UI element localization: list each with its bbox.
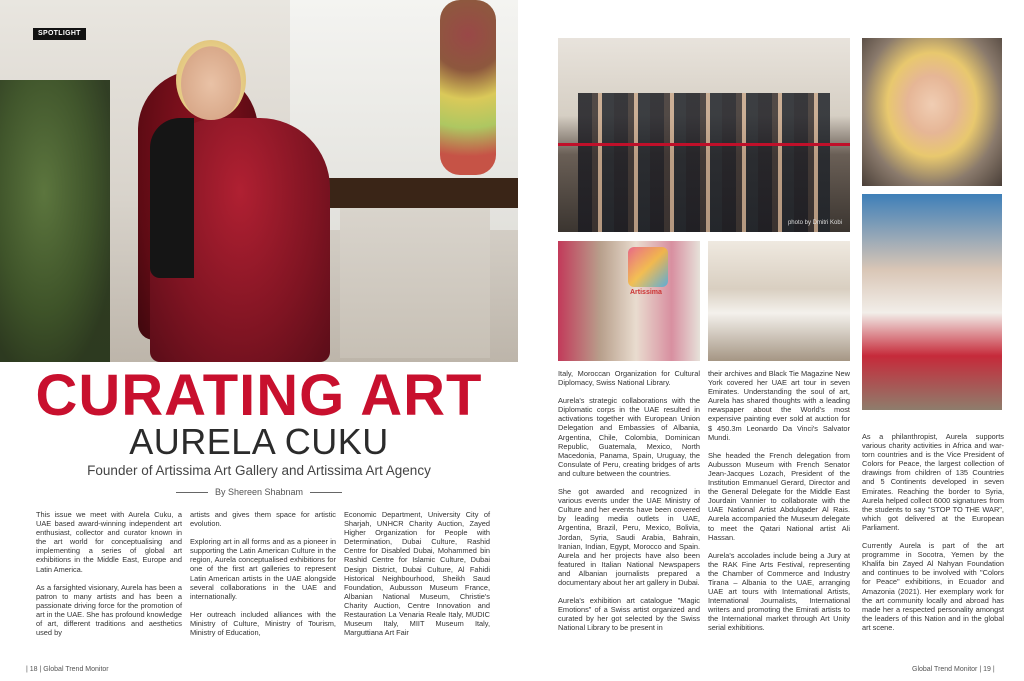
photo-table	[320, 178, 518, 208]
byline-rule-left	[176, 492, 208, 493]
paragraph: Currently Aurela is part of the art programme in Socotra, Yemen by the Khalifa bin Zayed Al Nahyan Foundation and continues to be involved with "Colors for Peace" exhibitions, in Ecuador and Amazonia (2021). Her exemplary work for the art community locally and abroad has made her a respected personality amongst the leaders of this Nation and in the global art scene.	[862, 541, 1004, 632]
artissima-logo-text: Artissima	[630, 289, 662, 296]
byline	[0, 487, 518, 497]
byline-text: By Shereen Shabnam	[214, 487, 304, 497]
paragraph: Aurela's accolades include being a Jury at the RAK Fine Arts Festival, representing the Chamber of Commerce and Industry Tirana – Albania to the UAE, arranging UAE art tours with International Artists, International Journalists, International writers and promoting the Emirati artists to the International market through Art Unity serial exhibitions.	[708, 550, 850, 633]
paragraph: She got awarded and recognized in various events under the UAE Ministry of Culture and her events have been covered by leading media outlets in UAE, Argentina, Brazil, Peru, Mexico, Bolivia, Jordan, Syria, Saudi Arabia, Bahrain, Iranian, Indian, Egypt, Morocco and Spain. Aurela and her projects have also been featured in Italian National Newspapers and Albanian journalists prepared a documentary about her art gallery in Dubai.	[558, 487, 700, 587]
paragraph: She headed the French delegation from Aubusson Museum with French Senator Jean-Jacques Lozach, President of the Institution Emmanuel Gerard, Director and the General Delegate for the Middle East Jourdain Vannier to collaborate with the UAE National Artist Abdulqader Al Rais. Aurela accompanied the Museum delegate to meet the Qatari National artist Ali Hassan.	[708, 450, 850, 542]
byline-rule-right	[310, 492, 342, 493]
folio-left	[26, 666, 109, 673]
hero-portrait-photo	[0, 0, 518, 362]
text-column-right-1	[558, 369, 700, 641]
gallery-guests-photo	[558, 241, 700, 361]
text-column-right-3	[862, 432, 1004, 641]
folio-right	[912, 666, 995, 673]
magazine-name-right: Global Trend Monitor	[912, 666, 978, 673]
section-label: SPOTLIGHT	[33, 28, 86, 40]
photo-plant	[0, 80, 110, 362]
photo-subject-head	[176, 40, 246, 120]
ribbon-cutting-photo	[558, 38, 850, 232]
children-event-photo	[862, 194, 1002, 410]
artissima-logo-icon	[628, 247, 668, 287]
paragraph: their archives and Black Tie Magazine New York covered her UAE art tour in seven Emirates. Understanding the soul of art, Aurela has shared thoughts with a leading newspaper about the World's most expensive painting ever sold at auction for $ 450.3m Leonardo Da Vinci's Salvator Mundi.	[708, 369, 850, 442]
photo-table-base	[340, 208, 490, 358]
article-subtitle: Founder of Artissima Art Gallery and Artissima Art Agency	[87, 463, 431, 478]
paragraph: Italy, Moroccan Organization for Cultural Diplomacy, Swiss National Library.	[558, 369, 700, 388]
paragraph: Her outreach included alliances with the Ministry of Culture, Ministry of Tourism, Ministry of Education,	[190, 609, 336, 638]
delegation-photo	[708, 241, 850, 361]
portrait-closeup-photo	[862, 38, 1002, 186]
paragraph: artists and gives them space for artistic evolution.	[190, 510, 336, 529]
page-number-left: | 18 |	[26, 666, 42, 673]
article-subject-name: AURELA CUKU	[129, 421, 389, 462]
text-column-right-2	[708, 369, 850, 642]
text-column-left-1	[36, 510, 182, 646]
paragraph: As a philanthropist, Aurela supports various charity activities in Africa and war-torn countries and is the Vice President of Colors for Peace, the largest collection of drawings from children of 135 Countries and 5 Continents developed in seven Emirates. Reaching the border to Syria, Aurela helped collect 6000 signatures from the students to say "STOP TO THE WAR", which got delivered at the European Parliament.	[862, 432, 1004, 532]
photo-credit: photo by Dmitri Kobi	[787, 220, 842, 226]
paragraph: Aurela's strategic collaborations with the Diplomatic corps in the UAE resulted in activations together with European Union Delegation and Embassies of Albania, Argentina, Chile, Colombia, Dominican Republic, Guatemala, Mexico, North Macedonia, Panama, Spain, Uruguay, the Consulate of Peru, creating bridges of arts and culture between the countries.	[558, 396, 700, 478]
page-number-right: | 19 |	[979, 666, 995, 673]
paragraph: Aurela's exhibition art catalogue "Magic Emotions" of a Swiss artist organized and curated by her got selected by the Swiss National Library to be present in	[558, 596, 700, 633]
paragraph: Exploring art in all forms and as a pioneer in supporting the Latin American Culture in the region, Aurela conceptualised exhibitions for one of the first art galleries to represent Latin American artists in the UAE alongside several collaborations in the UAE and internationally.	[190, 537, 336, 601]
paragraph: As a farsighted visionary, Aurela has been a patron to many artists and has been a passionate driving force for the promotion of art in the UAE. She has profound knowledge of art, different traditions and aesthetics used by	[36, 582, 182, 638]
text-column-left-3	[344, 510, 490, 646]
magazine-name-left: Global Trend Monitor	[43, 666, 109, 673]
paragraph: This issue we meet with Aurela Cuku, a UAE based award-winning independent art enthusiast, collector and curator known in the art world for conceptualising and implementing a series of global art exhibitions in the Middle East, Europe and Latin America.	[36, 510, 182, 574]
photo-subject-cardigan	[150, 118, 194, 278]
photo-red-ribbon	[558, 143, 850, 146]
article-title: CURATING ART	[35, 363, 483, 428]
paragraph: Economic Department, University City of Sharjah, UNHCR Charity Auction, Zayed Higher Organization for People with Determination, Dubai Culture, Rashid Centre for Disabled Dubai, Mohammed bin Rashid Centre for Islamic Culture, Dubai Design District, Dubai Culture, Al Fahidi Historical Neighbourhood, Sheikh Saud Foundation, Aubusson Museum France, Albanian National Museum, Christie's Charity Auction, Centre Innovation and Restauration La Venaria Reale Italy, MUDIC Museum Italy, MIIT Museum Italy, Marguttiana Art Fair	[344, 510, 490, 638]
photo-fruit-tower	[440, 0, 496, 175]
text-column-left-2	[190, 510, 336, 646]
photo-crowd	[578, 93, 830, 232]
